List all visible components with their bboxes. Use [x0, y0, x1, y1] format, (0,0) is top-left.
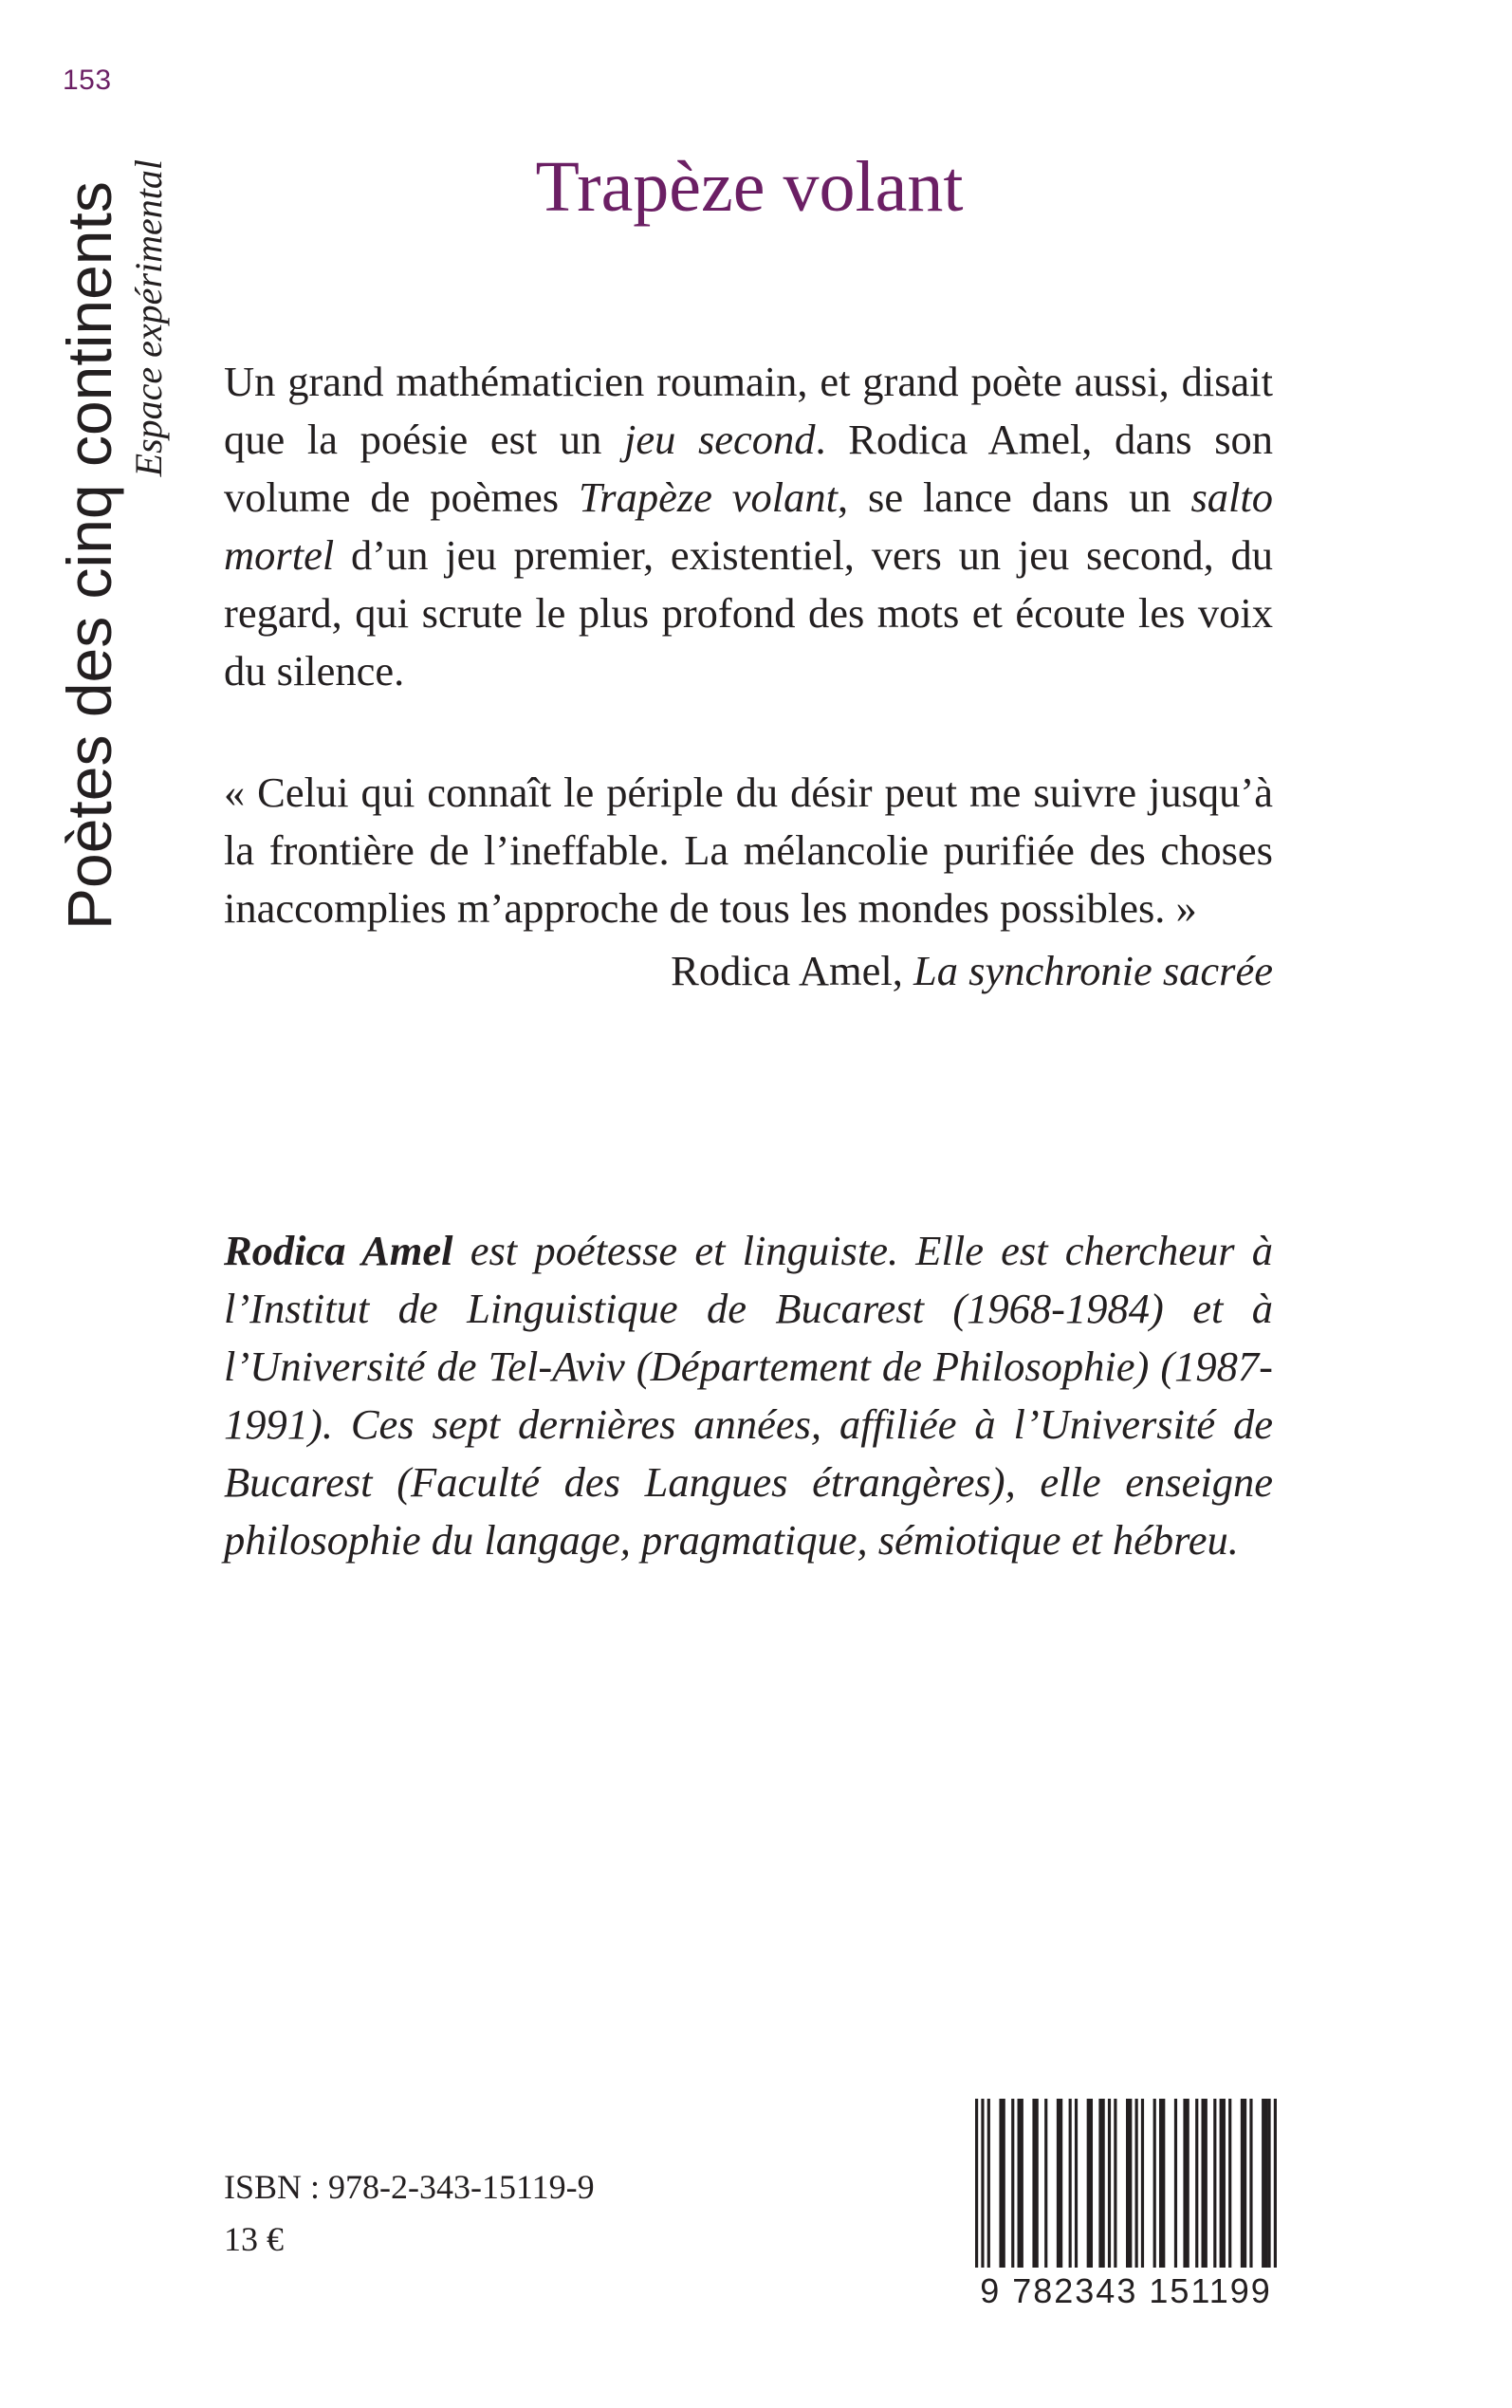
author-name: Rodica Amel: [224, 1227, 453, 1274]
barcode-bar: [1141, 2099, 1144, 2268]
barcode-bar: [1135, 2099, 1138, 2268]
series-number: 153: [63, 65, 112, 96]
series-subtitle: Espace expérimental: [127, 159, 170, 477]
barcode-bar: [1018, 2099, 1023, 2268]
blurb-emphasis: jeu second: [623, 416, 816, 463]
barcode-bar: [1202, 2099, 1208, 2268]
barcode-bar: [1228, 2099, 1231, 2268]
quote-author: Rodica Amel,: [671, 947, 913, 994]
barcode-bar: [1159, 2099, 1165, 2268]
barcode: [975, 2099, 1277, 2310]
barcode-bar: [1098, 2099, 1104, 2268]
barcode-bar: [1262, 2099, 1267, 2268]
barcode-digits: 9 782343 151199: [980, 2271, 1272, 2310]
blurb-text: . Rodica Amel, dans son volume de poèmes: [224, 416, 1274, 521]
author-bio-text: est poétesse et linguiste. Elle est chercheur à l’Institut de Linguistique de Bucarest (1968-1984) et à l’Université de Tel-Aviv (Département de Philosophie) (1987-1991). Ces sept dernières années, affiliée à l’Université de Bucarest (Faculté des Langues étrangères), elle enseigne philosophie du langage, pragmatique, sémiotique et hébreu.: [224, 1227, 1274, 1564]
series-title: Poètes des cinq continents: [54, 181, 124, 930]
barcode-bar: [987, 2099, 990, 2268]
barcode-bar: [1274, 2099, 1277, 2268]
barcode-bar: [1174, 2099, 1177, 2268]
blurb-emphasis: salto mortel: [224, 473, 1273, 579]
blurb-emphasis: Trapèze volant: [579, 473, 839, 521]
barcode-bar: [1183, 2099, 1189, 2268]
isbn: ISBN : 978-2-343-15119-9: [224, 2168, 595, 2206]
barcode-bars: [975, 2099, 1277, 2268]
blurb-paragraph: [224, 353, 1273, 700]
barcode-bar: [1114, 2099, 1116, 2268]
barcode-bar: [1087, 2099, 1093, 2268]
blurb-text: , se lance dans un: [838, 473, 1191, 521]
barcode-bar: [975, 2099, 978, 2268]
blurb-text: d’un jeu premier, existentiel, vers un jeu second, du regard, qui scrute le plus profond des mots et écoute les voix du silence.: [224, 531, 1273, 695]
barcode-bar: [1108, 2099, 1111, 2268]
barcode-bar: [1032, 2099, 1038, 2268]
quote-work: La synchronie sacrée: [913, 947, 1273, 994]
barcode-bar: [1069, 2099, 1072, 2268]
barcode-bar: [1267, 2099, 1270, 2268]
quote-attribution: [224, 942, 1273, 1000]
barcode-bar: [999, 2099, 1005, 2268]
author-bio: [224, 1222, 1273, 1569]
barcode-bar: [981, 2099, 984, 2268]
series-spine: [53, 152, 176, 930]
barcode-bar: [1195, 2099, 1198, 2268]
book-title: Trapèze volant: [535, 147, 964, 227]
barcode-bar: [1220, 2099, 1226, 2268]
barcode-bar: [1153, 2099, 1156, 2268]
quote-text: « Celui qui connaît le périple du désir peut me suivre jusqu’à la frontière de l’ineffable. La mélancolie purifiée des choses inaccomplies m’approche de tous les mondes possibles. »: [224, 769, 1273, 932]
barcode-bar: [1011, 2099, 1014, 2268]
barcode-bar: [1057, 2099, 1062, 2268]
barcode-bar: [1075, 2099, 1078, 2268]
barcode-bar: [1044, 2099, 1047, 2268]
barcode-bar: [1241, 2099, 1246, 2268]
price: 13 €: [224, 2220, 284, 2258]
barcode-bar: [1126, 2099, 1132, 2268]
blurb-text: Un grand mathématicien roumain, et grand poète aussi, disait que la poésie est un: [224, 358, 1273, 463]
barcode-bar: [1213, 2099, 1216, 2268]
barcode-bar: [1249, 2099, 1252, 2268]
